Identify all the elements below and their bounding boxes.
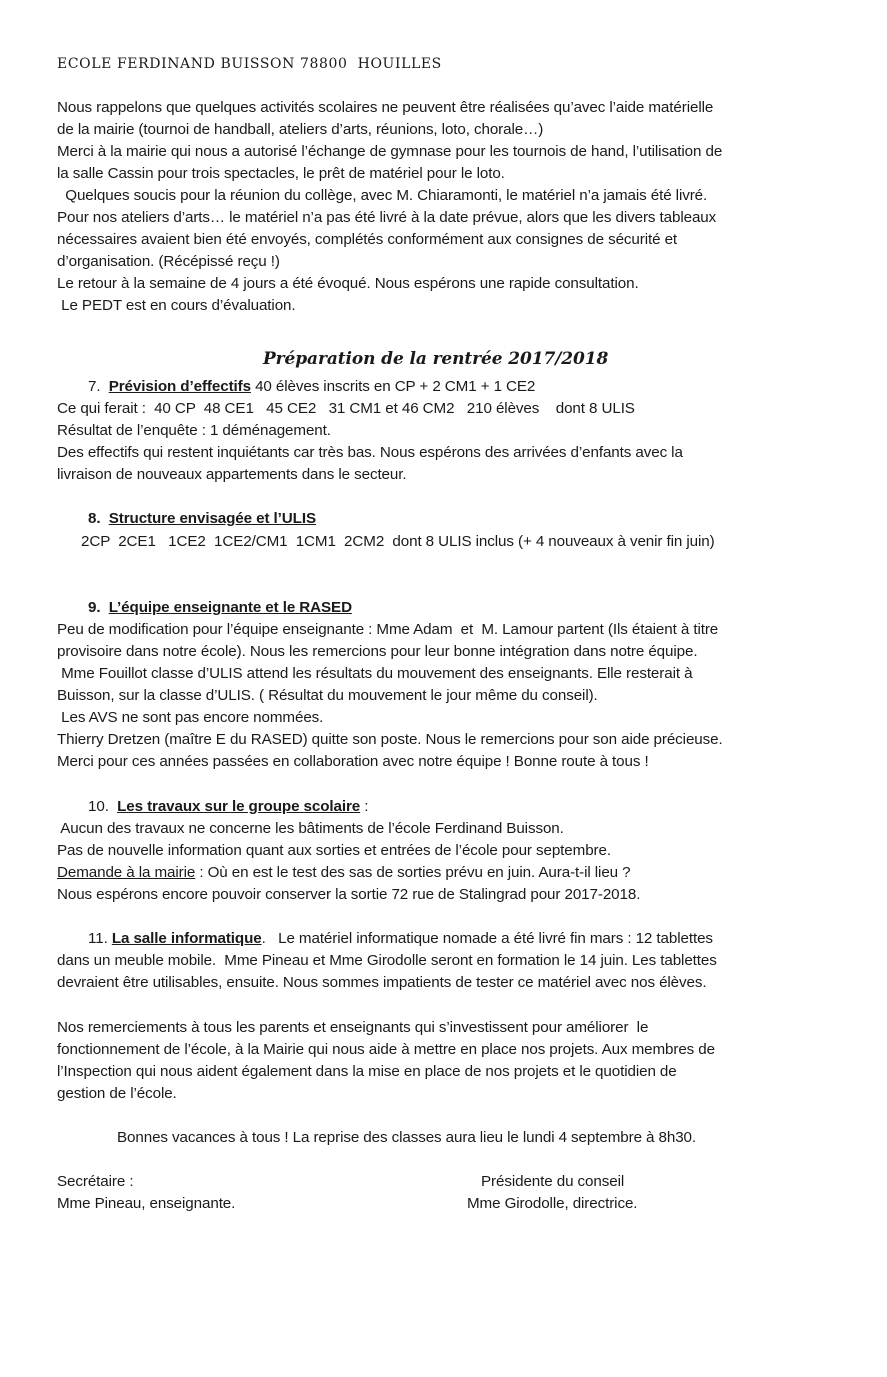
section-8-line: 2CP 2CE1 1CE2 1CE2/CM1 1CM1 2CM2 dont 8 ULIS inclus (+ 4 nouveaux à venir fin juin) — [81, 533, 715, 550]
president-role: Présidente du conseil — [481, 1173, 625, 1190]
section-number: 8. — [88, 510, 101, 527]
intro-line: de la mairie (tournoi de handball, ateliers d’arts, réunions, loto, chorale…) — [57, 121, 544, 138]
section-7-line: Des effectifs qui restent inquiétants car très bas. Nous espérons des arrivées d’enfants avec la — [57, 444, 683, 461]
section-10-line: Pas de nouvelle information quant aux sorties et entrées de l’école pour septembre. — [57, 842, 611, 859]
thanks-line: gestion de l’école. — [57, 1085, 177, 1102]
section-7-heading — [88, 377, 535, 397]
intro-line: Le retour à la semaine de 4 jours a été évoqué. Nous espérons une rapide consultation. — [57, 275, 639, 292]
secretary-role: Secrétaire : — [57, 1173, 134, 1190]
section-number: 9. — [88, 599, 101, 616]
intro-line: Pour nos ateliers d’arts… le matériel n’a pas été livré à la date prévue, alors que les divers tableaux — [57, 209, 717, 226]
section-11-line: devraient être utilisables, ensuite. Nous sommes impatients de tester ce matériel avec nos élèves. — [57, 974, 707, 991]
president-name: Mme Girodolle, directrice. — [467, 1195, 638, 1212]
section-8-heading — [88, 509, 316, 529]
intro-line: Nous rappelons que quelques activités scolaires ne peuvent être réalisées qu’avec l’aide matérielle — [57, 99, 714, 116]
section-number: 11. — [88, 930, 108, 947]
intro-line: nécessaires avaient bien été envoyés, complétés conformément aux consignes de sécurité et — [57, 231, 678, 248]
section-10-line: Nous espérons encore pouvoir conserver la sortie 72 rue de Stalingrad pour 2017-2018. — [57, 886, 641, 903]
section-11-heading — [88, 929, 713, 949]
section-7-line: Résultat de l’enquête : 1 déménagement. — [57, 422, 331, 439]
section-7-line: livraison de nouveaux appartements dans le secteur. — [57, 466, 407, 483]
section-7-line: Ce qui ferait : 40 CP 48 CE1 45 CE2 31 CM1 et 46 CM2 210 élèves dont 8 ULIS — [57, 400, 635, 417]
demand-label: Demande à la mairie — [57, 864, 196, 881]
section-title: Préparation de la rentrée 2017/2018 — [263, 349, 609, 369]
section-10-demand-line — [57, 863, 631, 883]
intro-line: Le PEDT est en cours d’évaluation. — [57, 297, 296, 314]
section-10-heading — [88, 797, 368, 817]
section-9-heading — [88, 598, 352, 618]
section-heading-rest: . Le matériel informatique nomade a été livré fin mars : 12 tablettes — [261, 930, 713, 947]
section-9-line: Les AVS ne sont pas encore nommées. — [57, 709, 324, 726]
section-heading-label: L’équipe enseignante et le RASED — [108, 599, 352, 616]
section-heading-label: Les travaux sur le groupe scolaire — [117, 798, 361, 815]
section-9-line: provisoire dans notre école). Nous les remercions pour leur bonne intégration dans notre équipe. — [57, 643, 698, 660]
section-9-line: Mme Fouillot classe d’ULIS attend les résultats du mouvement des enseignants. Elle resterait à — [57, 665, 693, 682]
section-number: 7. — [88, 378, 101, 395]
section-9-line: Buisson, sur la classe d’ULIS. ( Résultat du mouvement le jour même du conseil). — [57, 687, 598, 704]
intro-line: d’organisation. (Récépissé reçu !) — [57, 253, 280, 270]
section-heading-label: La salle informatique — [111, 930, 262, 947]
section-heading-label: Prévision d’effectifs — [108, 378, 251, 395]
section-11-line: dans un meuble mobile. Mme Pineau et Mme Girodolle seront en formation le 14 juin. Les tablettes — [57, 952, 717, 969]
school-header: ECOLE FERDINAND BUISSON 78800 HOUILLES — [57, 56, 442, 72]
section-heading-rest: 40 élèves inscrits en CP + 2 CM1 + 1 CE2 — [250, 378, 536, 395]
thanks-line: fonctionnement de l’école, à la Mairie qui nous aide à mettre en place nos projets. Aux membres de — [57, 1041, 715, 1058]
section-9-line: Peu de modification pour l’équipe enseignante : Mme Adam et M. Lamour partent (Ils étaient à titre — [57, 621, 719, 638]
intro-line: Merci à la mairie qui nous a autorisé l’échange de gymnase pour les tournois de hand, l’utilisation de — [57, 143, 723, 160]
section-9-line: Thierry Dretzen (maître E du RASED) quitte son poste. Nous le remercions pour son aide précieuse. — [57, 731, 723, 748]
secretary-name: Mme Pineau, enseignante. — [57, 1195, 236, 1212]
closing-line: Bonnes vacances à tous ! La reprise des classes aura lieu le lundi 4 septembre à 8h30. — [117, 1129, 697, 1146]
intro-line: la salle Cassin pour trois spectacles, le prêt de matériel pour le loto. — [57, 165, 505, 182]
demand-text: : Où en est le test des sas de sorties prévu en juin. Aura-t-il lieu ? — [195, 864, 631, 881]
section-10-line: Aucun des travaux ne concerne les bâtiments de l’école Ferdinand Buisson. — [57, 820, 564, 837]
section-heading-rest: : — [360, 798, 369, 815]
section-9-line: Merci pour ces années passées en collaboration avec notre équipe ! Bonne route à tous ! — [57, 753, 649, 770]
section-number: 10. — [88, 798, 109, 815]
thanks-line: l’Inspection qui nous aident également dans la mise en place de nos projets et le quotidien de — [57, 1063, 677, 1080]
thanks-line: Nos remerciements à tous les parents et enseignants qui s’investissent pour améliorer le — [57, 1019, 649, 1036]
section-heading-label: Structure envisagée et l’ULIS — [108, 510, 316, 527]
intro-line: Quelques soucis pour la réunion du collège, avec M. Chiaramonti, le matériel n’a jamais été livré. — [57, 187, 708, 204]
